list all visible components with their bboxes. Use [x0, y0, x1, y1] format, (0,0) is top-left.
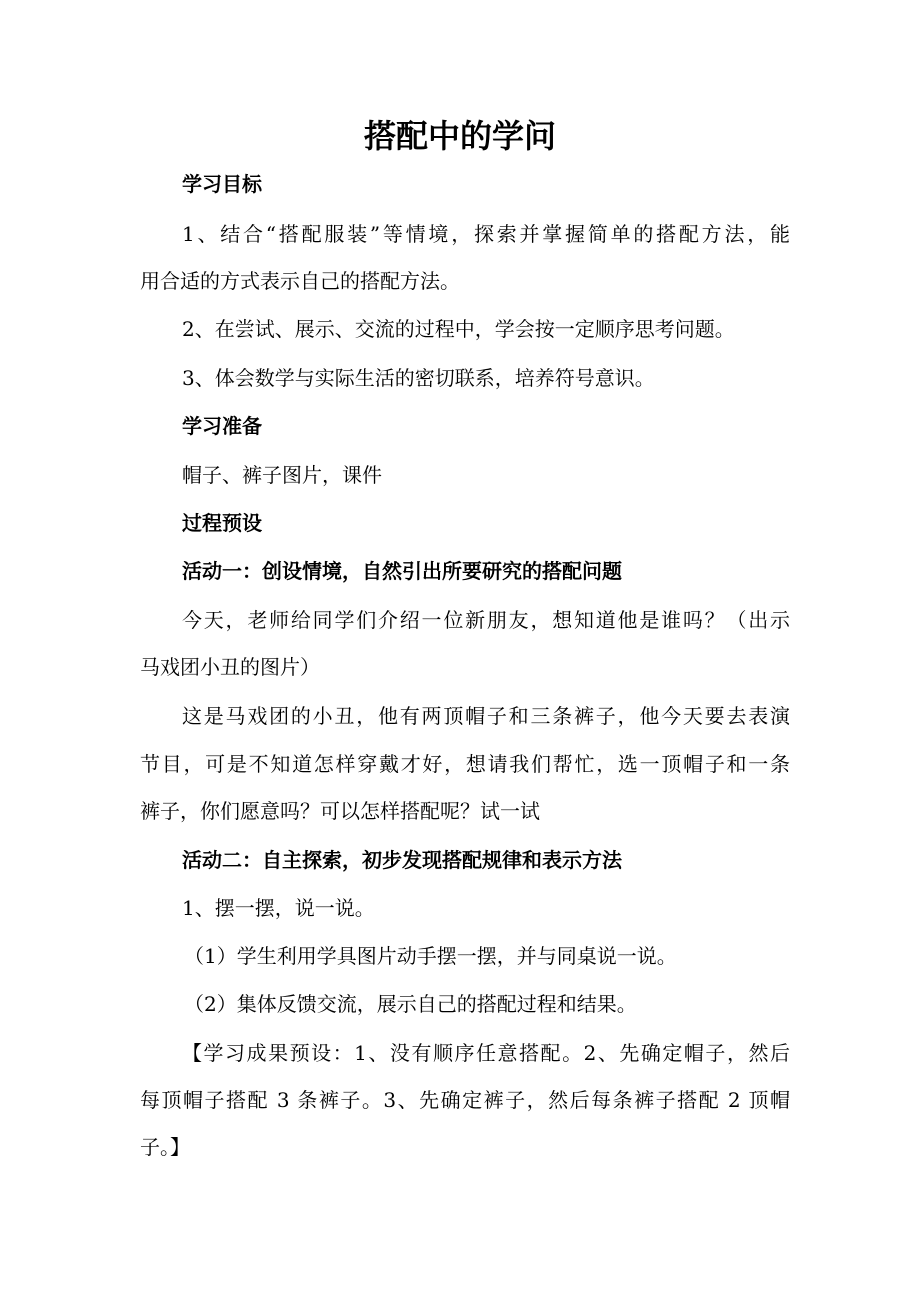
activity-2-sub-1: （1）学生利用学具图片动手摆一摆，并与同桌说一说。: [184, 944, 677, 968]
process-heading: 过程预设: [182, 511, 262, 535]
goal-2: 2、在尝试、展示、交流的过程中，学会按一定顺序思考问题。: [182, 317, 735, 341]
activity-1-para-2-line-2: 节目，可是不知道怎样穿戴才好，想请我们帮忙，选一顶帽子和一条: [140, 752, 790, 776]
goals-heading: 学习目标: [182, 172, 262, 196]
activity-1-heading: 活动一：创设情境，自然引出所要研究的搭配问题: [182, 559, 622, 583]
activity-1-para-2-line-1: 这是马戏团的小丑，他有两顶帽子和三条裤子，他今天要去表演: [182, 704, 790, 728]
goal-1-line-2: 用合适的方式表示自己的搭配方法。: [140, 269, 460, 293]
activity-2-sub-2: （2）集体反馈交流，展示自己的搭配过程和结果。: [184, 992, 637, 1016]
activity-2-result-line-3: 子。】: [140, 1135, 190, 1159]
activity-2-result-line-1: 【学习成果预设：1、没有顺序任意搭配。2、先确定帽子，然后: [182, 1041, 790, 1065]
goal-1-line-1: 1、结合“搭配服装”等情境，探索并掌握简单的搭配方法，能: [182, 222, 790, 246]
activity-2-heading: 活动二：自主探索，初步发现搭配规律和表示方法: [182, 848, 622, 872]
preparation-heading: 学习准备: [182, 414, 262, 438]
activity-2-step-1: 1、摆一摆，说一说。: [182, 896, 375, 920]
activity-1-para-1-line-2: 马戏团小丑的图片）: [140, 655, 320, 679]
activity-1-para-2-line-3: 裤子，你们愿意吗？可以怎样搭配呢？试一试: [140, 799, 540, 823]
preparation-text: 帽子、裤子图片，课件: [182, 463, 382, 487]
activity-2-result-line-2: 每顶帽子搭配 3 条裤子。3、先确定裤子，然后每条裤子搭配 2 顶帽: [140, 1088, 790, 1112]
document-title: 搭配中的学问: [363, 117, 556, 155]
activity-1-para-1-line-1: 今天，老师给同学们介绍一位新朋友，想知道他是谁吗？（出示: [182, 608, 790, 632]
goal-3: 3、体会数学与实际生活的密切联系，培养符号意识。: [182, 366, 655, 390]
